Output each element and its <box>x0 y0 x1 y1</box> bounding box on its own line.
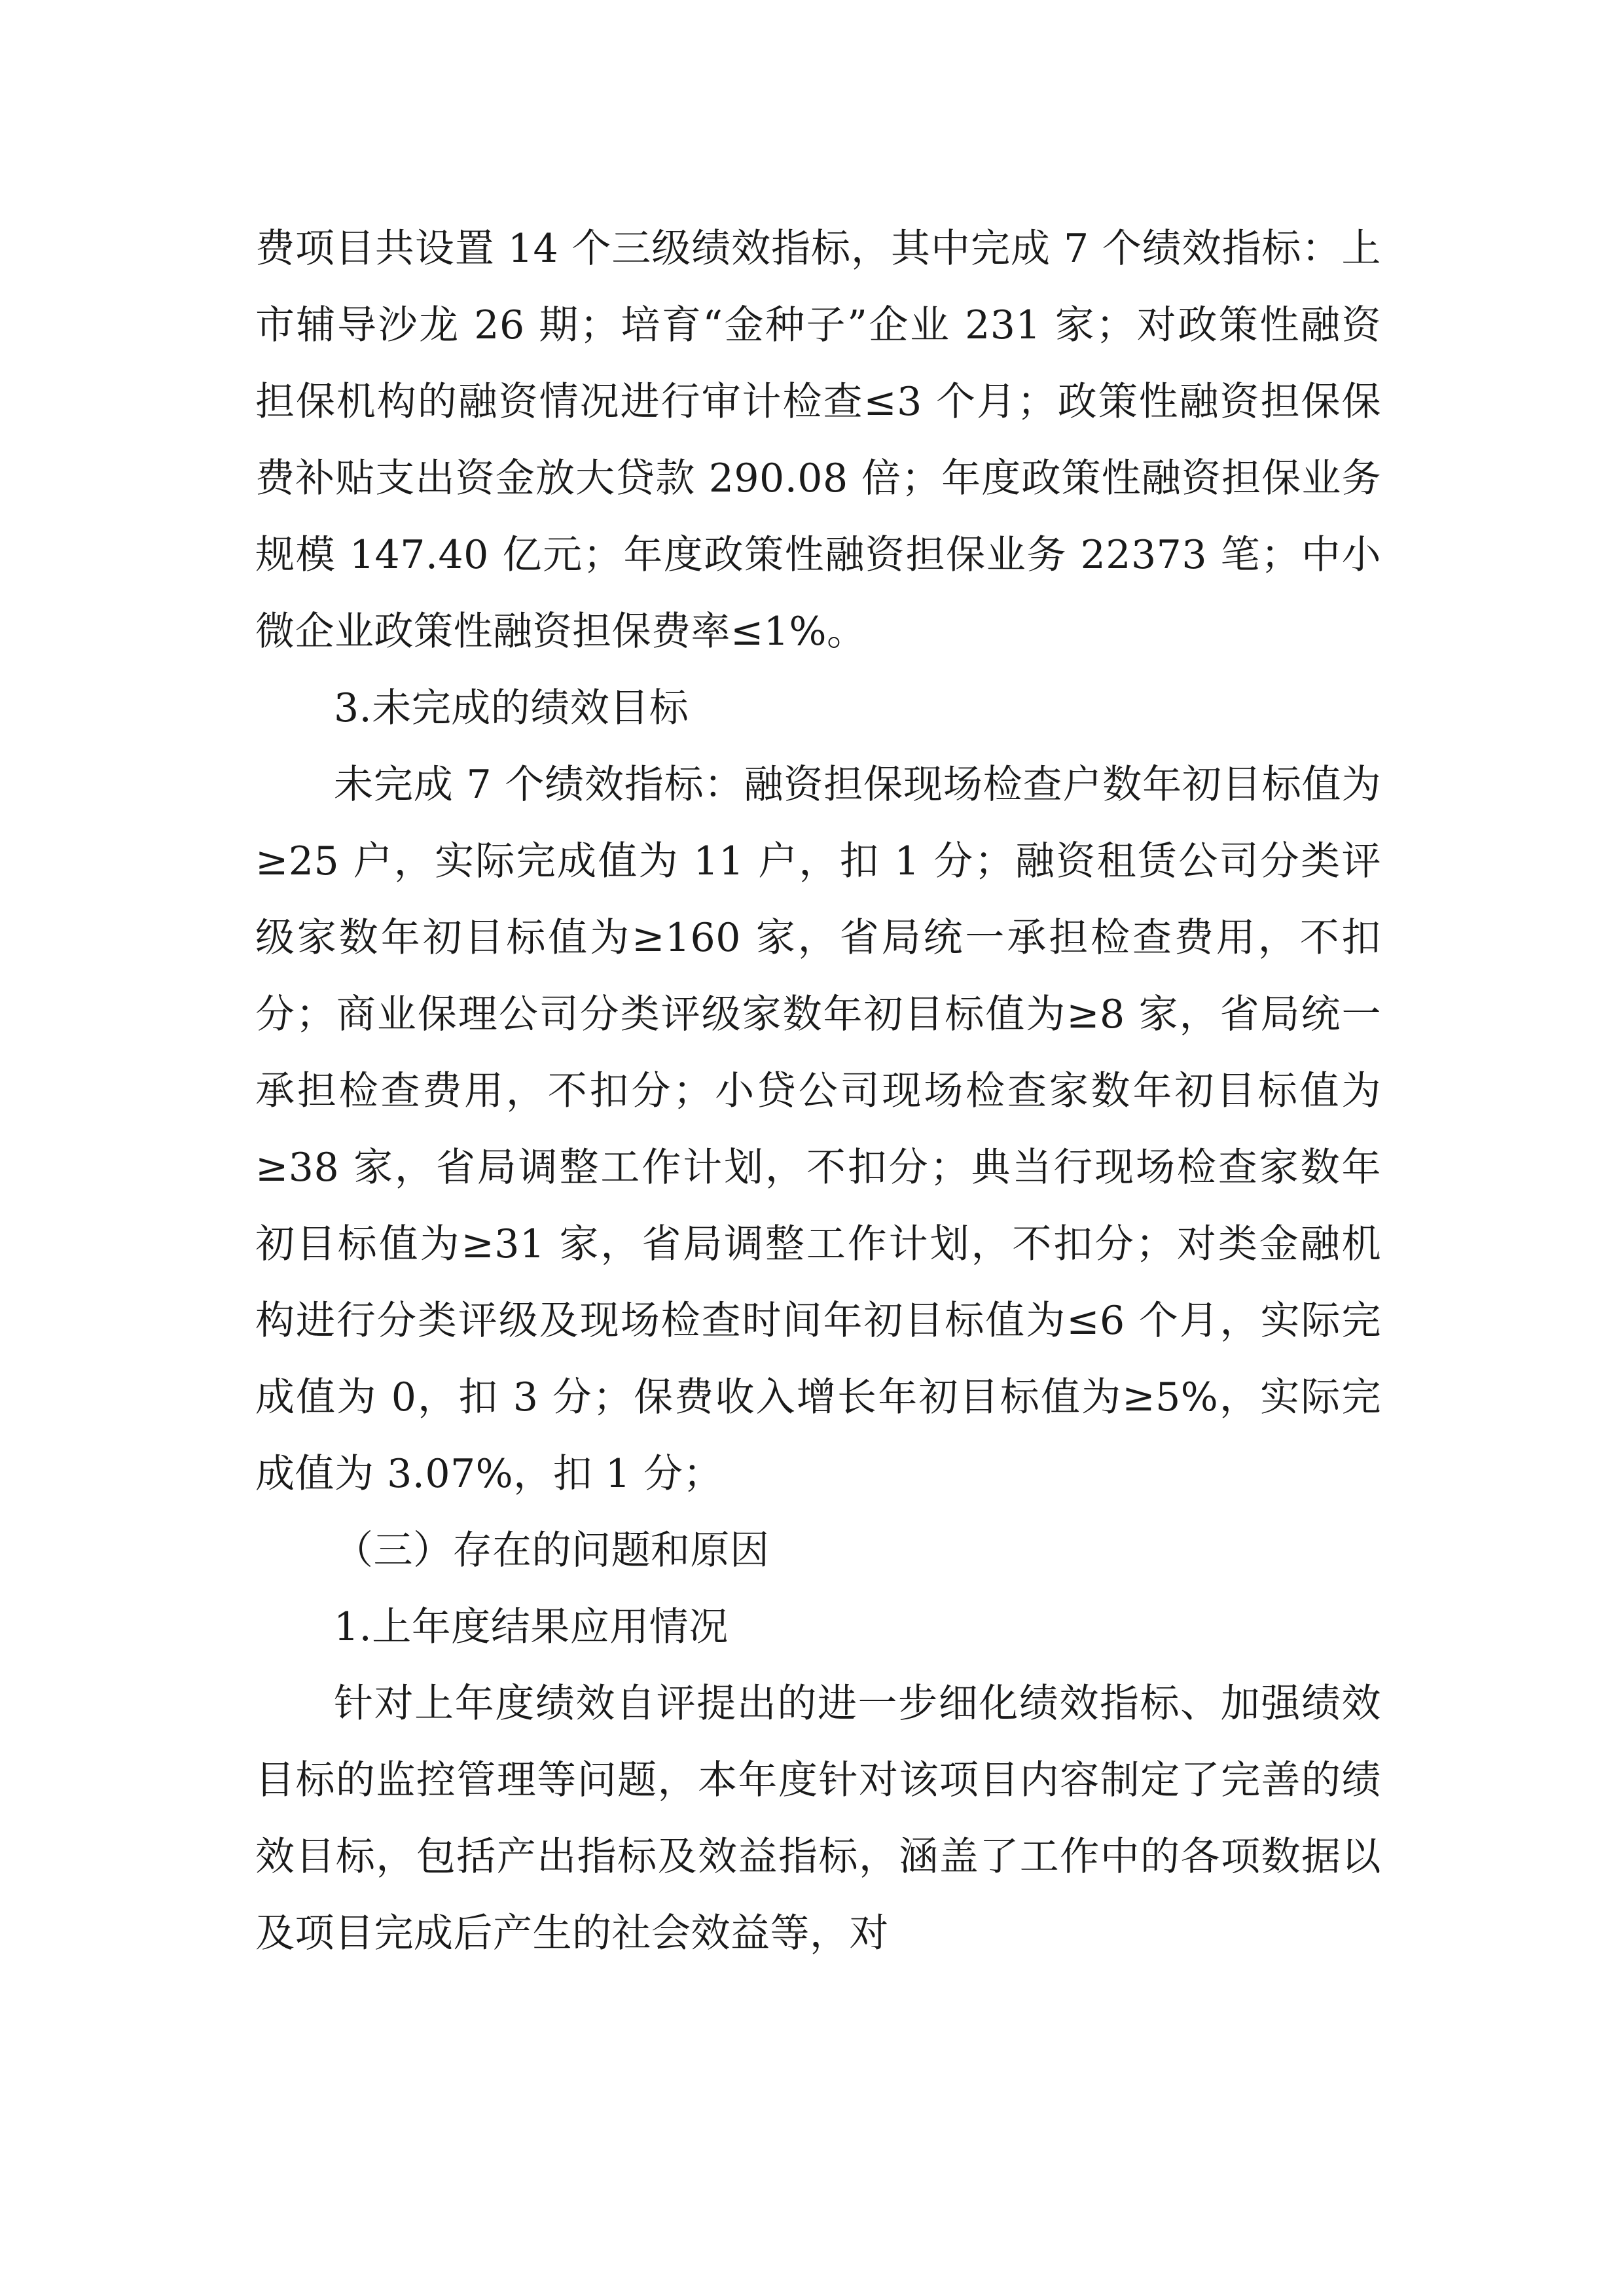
paragraph-unfinished-indicators: 未完成 7 个绩效指标：融资担保现场检查户数年初目标值为≥25 户，实际完成值为 11 户，扣 1 分；融资租赁公司分类评级家数年初目标值为≥160 家，省局统一承担检查费用，不扣分；商业保理公司分类评级家数年初目标值为≥8 家，省局统一承担检查费用，不扣分；小贷公司现场检查家数年初目标值为≥38 家，省局调整工作计划，不扣分；典当行现场检查家数年初目标值为≥31 家，省局调整工作计划，不扣分；对类金融机构进行分类评级及现场检查时间年初目标值为≤6 个月，实际完成值为 0，扣 3 分；保费收入增长年初目标值为≥5%，实际完成值为 3.07%，扣 1 分； <box>255 762 1381 1497</box>
heading-unfinished-goals: 3.未完成的绩效目标 <box>334 685 689 731</box>
document-body <box>255 211 1381 1972</box>
paragraph-completed-indicators: 费项目共设置 14 个三级绩效指标，其中完成 7 个绩效指标：上市辅导沙龙 26 期；培育“金种子”企业 231 家；对政策性融资担保机构的融资情况进行审计检查≤3 个月；政策性融资担保保费补贴支出资金放大贷款 290.08 倍；年度政策性融资担保业务规模 147.40 亿元；年度政策性融资担保业务 22373 笔；中小微企业政策性融资担保费率≤1%。 <box>255 226 1381 655</box>
paragraph-previous-year-application: 针对上年度绩效自评提出的进一步细化绩效指标、加强绩效目标的监控管理等问题，本年度针对该项目内容制定了完善的绩效目标，包括产出指标及效益指标，涵盖了工作中的各项数据以及项目完成后产生的社会效益等，对 <box>255 1681 1381 1956</box>
heading-problems-and-causes: （三）存在的问题和原因 <box>334 1528 770 1573</box>
heading-previous-year-results: 1.上年度结果应用情况 <box>334 1604 729 1650</box>
